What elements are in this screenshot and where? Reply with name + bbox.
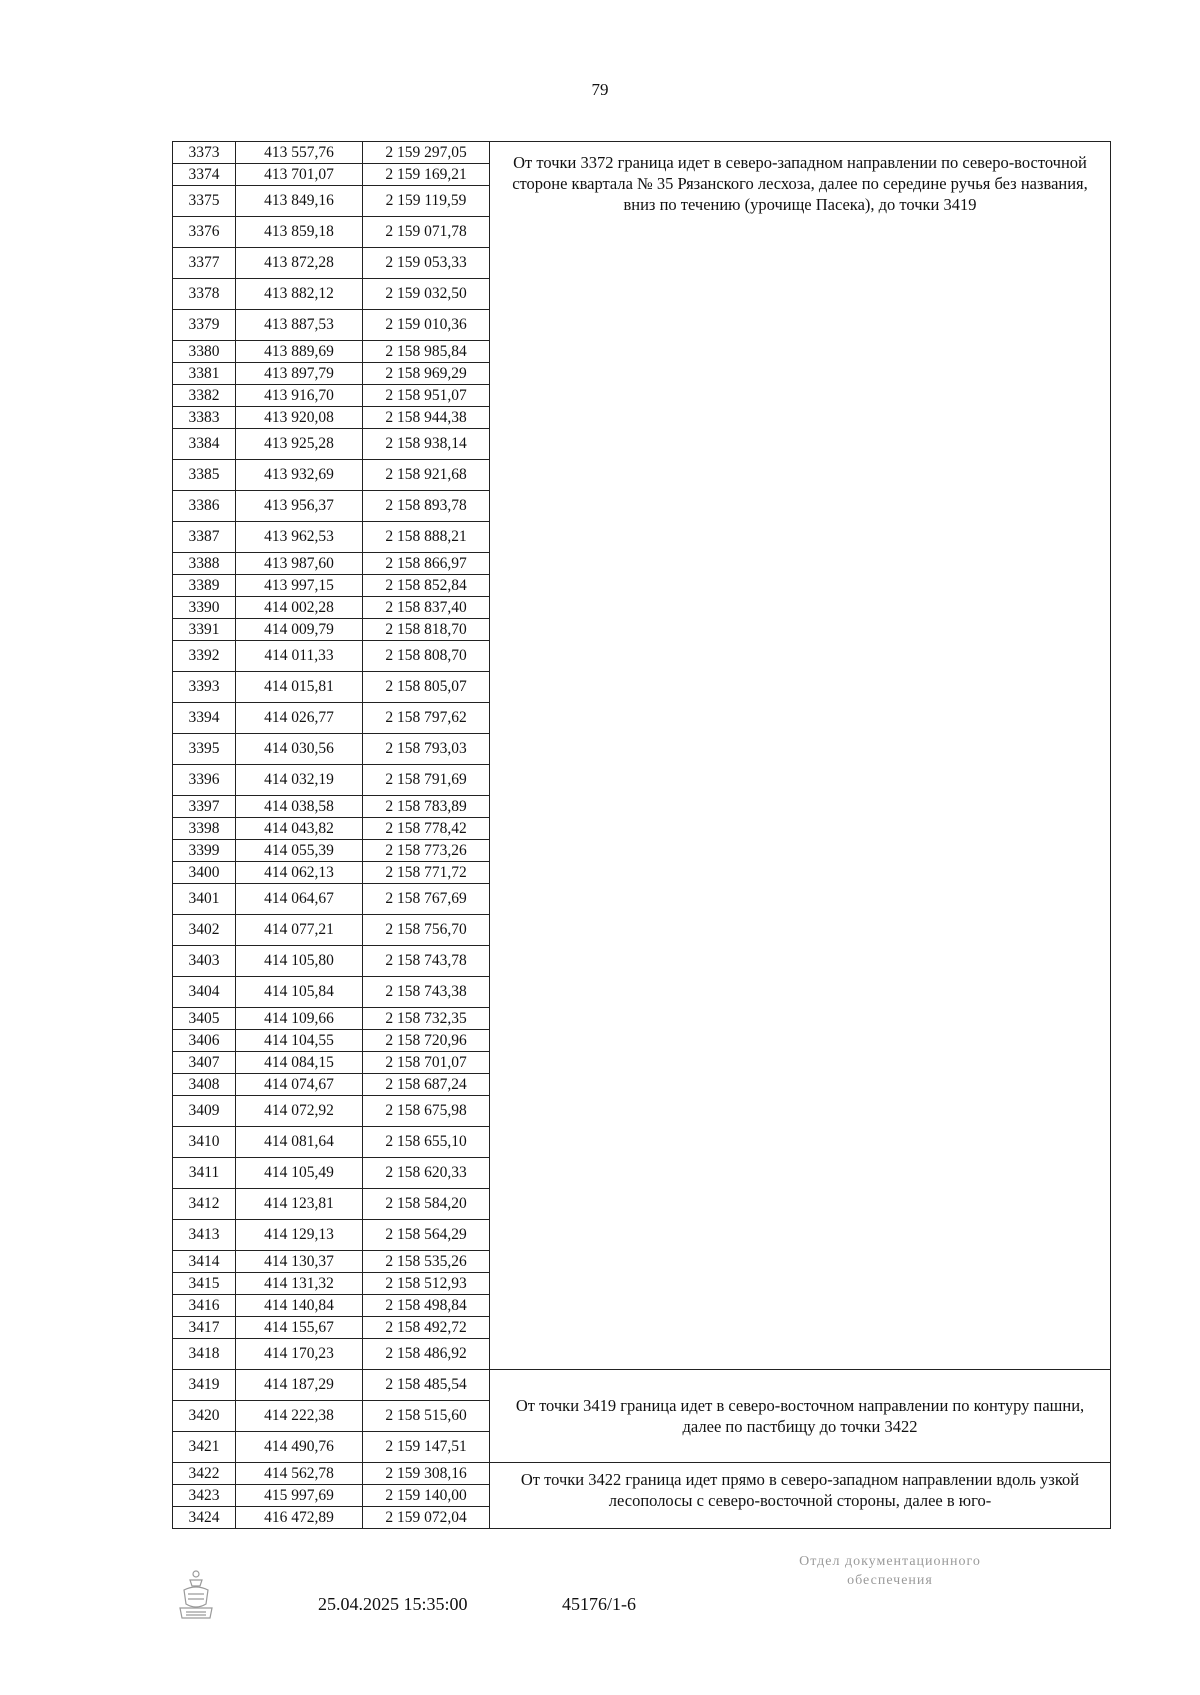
- y-coordinate-cell: 2 158 771,72: [363, 862, 490, 884]
- x-coordinate-cell: 413 925,28: [236, 429, 363, 460]
- y-coordinate-cell: 2 158 808,70: [363, 641, 490, 672]
- x-coordinate-cell: 413 849,16: [236, 186, 363, 217]
- point-number-cell: 3414: [173, 1251, 236, 1273]
- y-coordinate-cell: 2 159 119,59: [363, 186, 490, 217]
- point-number-cell: 3399: [173, 840, 236, 862]
- x-coordinate-cell: 413 987,60: [236, 553, 363, 575]
- x-coordinate-cell: 413 882,12: [236, 279, 363, 310]
- y-coordinate-cell: 2 158 805,07: [363, 672, 490, 703]
- point-number-cell: 3382: [173, 385, 236, 407]
- y-coordinate-cell: 2 158 944,38: [363, 407, 490, 429]
- point-number-cell: 3402: [173, 915, 236, 946]
- point-number-cell: 3423: [173, 1485, 236, 1507]
- point-number-cell: 3422: [173, 1463, 236, 1485]
- y-coordinate-cell: 2 159 071,78: [363, 217, 490, 248]
- point-number-cell: 3373: [173, 142, 236, 164]
- y-coordinate-cell: 2 158 512,93: [363, 1273, 490, 1295]
- footer-datetime: 25.04.2025 15:35:00: [318, 1594, 468, 1614]
- y-coordinate-cell: 2 159 072,04: [363, 1507, 490, 1529]
- point-number-cell: 3409: [173, 1096, 236, 1127]
- y-coordinate-cell: 2 159 140,00: [363, 1485, 490, 1507]
- x-coordinate-cell: 414 155,67: [236, 1317, 363, 1339]
- x-coordinate-cell: 414 222,38: [236, 1401, 363, 1432]
- x-coordinate-cell: 414 105,49: [236, 1158, 363, 1189]
- point-number-cell: 3378: [173, 279, 236, 310]
- x-coordinate-cell: 414 002,28: [236, 597, 363, 619]
- x-coordinate-cell: 413 557,76: [236, 142, 363, 164]
- y-coordinate-cell: 2 158 783,89: [363, 796, 490, 818]
- x-coordinate-cell: 414 074,67: [236, 1074, 363, 1096]
- point-number-cell: 3411: [173, 1158, 236, 1189]
- y-coordinate-cell: 2 159 010,36: [363, 310, 490, 341]
- stamp-line-2: обеспечения: [847, 1573, 933, 1588]
- y-coordinate-cell: 2 158 492,72: [363, 1317, 490, 1339]
- y-coordinate-cell: 2 159 053,33: [363, 248, 490, 279]
- x-coordinate-cell: 414 562,78: [236, 1463, 363, 1485]
- x-coordinate-cell: 413 859,18: [236, 217, 363, 248]
- x-coordinate-cell: 413 997,15: [236, 575, 363, 597]
- point-number-cell: 3379: [173, 310, 236, 341]
- y-coordinate-cell: 2 159 308,16: [363, 1463, 490, 1485]
- point-number-cell: 3391: [173, 619, 236, 641]
- y-coordinate-cell: 2 159 169,21: [363, 164, 490, 186]
- y-coordinate-cell: 2 158 732,35: [363, 1008, 490, 1030]
- y-coordinate-cell: 2 158 969,29: [363, 363, 490, 385]
- point-number-cell: 3417: [173, 1317, 236, 1339]
- point-number-cell: 3419: [173, 1370, 236, 1401]
- y-coordinate-cell: 2 158 888,21: [363, 522, 490, 553]
- page-number: 79: [591, 80, 609, 99]
- y-coordinate-cell: 2 158 938,14: [363, 429, 490, 460]
- point-number-cell: 3398: [173, 818, 236, 840]
- point-number-cell: 3401: [173, 884, 236, 915]
- stamp-line-1: Отдел документационного: [799, 1554, 981, 1569]
- point-number-cell: 3375: [173, 186, 236, 217]
- y-coordinate-cell: 2 158 767,69: [363, 884, 490, 915]
- y-coordinate-cell: 2 158 743,78: [363, 946, 490, 977]
- point-number-cell: 3384: [173, 429, 236, 460]
- x-coordinate-cell: 414 140,84: [236, 1295, 363, 1317]
- point-number-cell: 3416: [173, 1295, 236, 1317]
- point-number-cell: 3381: [173, 363, 236, 385]
- boundary-description-cell: От точки 3419 граница идет в северо-восточном направлении по контуру пашни, далее по пастбищу до точки 3422: [490, 1370, 1111, 1463]
- department-stamp: [740, 1552, 1040, 1590]
- x-coordinate-cell: 414 043,82: [236, 818, 363, 840]
- point-number-cell: 3396: [173, 765, 236, 796]
- x-coordinate-cell: 413 920,08: [236, 407, 363, 429]
- x-coordinate-cell: 414 187,29: [236, 1370, 363, 1401]
- y-coordinate-cell: 2 158 985,84: [363, 341, 490, 363]
- point-number-cell: 3388: [173, 553, 236, 575]
- y-coordinate-cell: 2 158 743,38: [363, 977, 490, 1008]
- y-coordinate-cell: 2 158 515,60: [363, 1401, 490, 1432]
- x-coordinate-cell: 414 123,81: [236, 1189, 363, 1220]
- x-coordinate-cell: 413 872,28: [236, 248, 363, 279]
- x-coordinate-cell: 413 701,07: [236, 164, 363, 186]
- footer-doc-number: 45176/1-6: [562, 1594, 636, 1614]
- y-coordinate-cell: 2 158 793,03: [363, 734, 490, 765]
- point-number-cell: 3400: [173, 862, 236, 884]
- x-coordinate-cell: 414 105,84: [236, 977, 363, 1008]
- y-coordinate-cell: 2 159 032,50: [363, 279, 490, 310]
- point-number-cell: 3413: [173, 1220, 236, 1251]
- x-coordinate-cell: 414 129,13: [236, 1220, 363, 1251]
- point-number-cell: 3421: [173, 1432, 236, 1463]
- x-coordinate-cell: 414 084,15: [236, 1052, 363, 1074]
- x-coordinate-cell: 414 131,32: [236, 1273, 363, 1295]
- x-coordinate-cell: 413 956,37: [236, 491, 363, 522]
- y-coordinate-cell: 2 158 778,42: [363, 818, 490, 840]
- x-coordinate-cell: 414 062,13: [236, 862, 363, 884]
- point-number-cell: 3424: [173, 1507, 236, 1529]
- x-coordinate-cell: 414 011,33: [236, 641, 363, 672]
- point-number-cell: 3406: [173, 1030, 236, 1052]
- point-number-cell: 3394: [173, 703, 236, 734]
- x-coordinate-cell: 413 887,53: [236, 310, 363, 341]
- point-number-cell: 3390: [173, 597, 236, 619]
- table-row: [173, 1463, 1111, 1485]
- y-coordinate-cell: 2 158 655,10: [363, 1127, 490, 1158]
- x-coordinate-cell: 414 130,37: [236, 1251, 363, 1273]
- y-coordinate-cell: 2 158 818,70: [363, 619, 490, 641]
- y-coordinate-cell: 2 158 498,84: [363, 1295, 490, 1317]
- x-coordinate-cell: 414 009,79: [236, 619, 363, 641]
- x-coordinate-cell: 414 081,64: [236, 1127, 363, 1158]
- y-coordinate-cell: 2 158 675,98: [363, 1096, 490, 1127]
- y-coordinate-cell: 2 158 756,70: [363, 915, 490, 946]
- x-coordinate-cell: 414 032,19: [236, 765, 363, 796]
- y-coordinate-cell: 2 158 866,97: [363, 553, 490, 575]
- point-number-cell: 3410: [173, 1127, 236, 1158]
- x-coordinate-cell: 413 889,69: [236, 341, 363, 363]
- point-number-cell: 3404: [173, 977, 236, 1008]
- table-row: [173, 142, 1111, 164]
- x-coordinate-cell: 413 932,69: [236, 460, 363, 491]
- x-coordinate-cell: 414 030,56: [236, 734, 363, 765]
- point-number-cell: 3412: [173, 1189, 236, 1220]
- y-coordinate-cell: 2 158 951,07: [363, 385, 490, 407]
- y-coordinate-cell: 2 158 687,24: [363, 1074, 490, 1096]
- point-number-cell: 3395: [173, 734, 236, 765]
- point-number-cell: 3374: [173, 164, 236, 186]
- boundary-description-cell: От точки 3372 граница идет в северо-западном направлении по северо-восточной стороне квартала № 35 Рязанского лесхоза, далее по середине ручья без названия, вниз по течению (урочище Пасека), до точки 3419: [490, 142, 1111, 1370]
- y-coordinate-cell: 2 158 564,29: [363, 1220, 490, 1251]
- x-coordinate-cell: 414 077,21: [236, 915, 363, 946]
- x-coordinate-cell: 414 038,58: [236, 796, 363, 818]
- x-coordinate-cell: 414 109,66: [236, 1008, 363, 1030]
- x-coordinate-cell: 413 962,53: [236, 522, 363, 553]
- x-coordinate-cell: 414 170,23: [236, 1339, 363, 1370]
- x-coordinate-cell: 413 916,70: [236, 385, 363, 407]
- point-number-cell: 3407: [173, 1052, 236, 1074]
- point-number-cell: 3393: [173, 672, 236, 703]
- y-coordinate-cell: 2 158 852,84: [363, 575, 490, 597]
- x-coordinate-cell: 414 490,76: [236, 1432, 363, 1463]
- point-number-cell: 3387: [173, 522, 236, 553]
- y-coordinate-cell: 2 158 620,33: [363, 1158, 490, 1189]
- point-number-cell: 3376: [173, 217, 236, 248]
- x-coordinate-cell: 414 072,92: [236, 1096, 363, 1127]
- point-number-cell: 3405: [173, 1008, 236, 1030]
- point-number-cell: 3386: [173, 491, 236, 522]
- y-coordinate-cell: 2 158 486,92: [363, 1339, 490, 1370]
- y-coordinate-cell: 2 158 791,69: [363, 765, 490, 796]
- point-number-cell: 3385: [173, 460, 236, 491]
- point-number-cell: 3403: [173, 946, 236, 977]
- y-coordinate-cell: 2 158 921,68: [363, 460, 490, 491]
- y-coordinate-cell: 2 159 147,51: [363, 1432, 490, 1463]
- y-coordinate-cell: 2 159 297,05: [363, 142, 490, 164]
- point-number-cell: 3377: [173, 248, 236, 279]
- point-number-cell: 3415: [173, 1273, 236, 1295]
- x-coordinate-cell: 414 026,77: [236, 703, 363, 734]
- y-coordinate-cell: 2 158 837,40: [363, 597, 490, 619]
- point-number-cell: 3418: [173, 1339, 236, 1370]
- y-coordinate-cell: 2 158 584,20: [363, 1189, 490, 1220]
- boundary-description-cell: От точки 3422 граница идет прямо в северо-западном направлении вдоль узкой лесополосы с северо-восточной стороны, далее в юго-: [490, 1463, 1111, 1529]
- y-coordinate-cell: 2 158 773,26: [363, 840, 490, 862]
- y-coordinate-cell: 2 158 701,07: [363, 1052, 490, 1074]
- table-row: [173, 1370, 1111, 1401]
- y-coordinate-cell: 2 158 797,62: [363, 703, 490, 734]
- x-coordinate-cell: 414 064,67: [236, 884, 363, 915]
- x-coordinate-cell: 414 055,39: [236, 840, 363, 862]
- point-number-cell: 3392: [173, 641, 236, 672]
- y-coordinate-cell: 2 158 485,54: [363, 1370, 490, 1401]
- x-coordinate-cell: 414 105,80: [236, 946, 363, 977]
- coordinates-table-body: [173, 142, 1111, 1529]
- y-coordinate-cell: 2 158 535,26: [363, 1251, 490, 1273]
- x-coordinate-cell: 413 897,79: [236, 363, 363, 385]
- x-coordinate-cell: 416 472,89: [236, 1507, 363, 1529]
- point-number-cell: 3380: [173, 341, 236, 363]
- point-number-cell: 3420: [173, 1401, 236, 1432]
- y-coordinate-cell: 2 158 893,78: [363, 491, 490, 522]
- x-coordinate-cell: 414 104,55: [236, 1030, 363, 1052]
- point-number-cell: 3383: [173, 407, 236, 429]
- emblem-icon: [176, 1568, 216, 1622]
- y-coordinate-cell: 2 158 720,96: [363, 1030, 490, 1052]
- point-number-cell: 3408: [173, 1074, 236, 1096]
- point-number-cell: 3389: [173, 575, 236, 597]
- point-number-cell: 3397: [173, 796, 236, 818]
- x-coordinate-cell: 414 015,81: [236, 672, 363, 703]
- x-coordinate-cell: 415 997,69: [236, 1485, 363, 1507]
- coordinates-table: [172, 141, 1111, 1529]
